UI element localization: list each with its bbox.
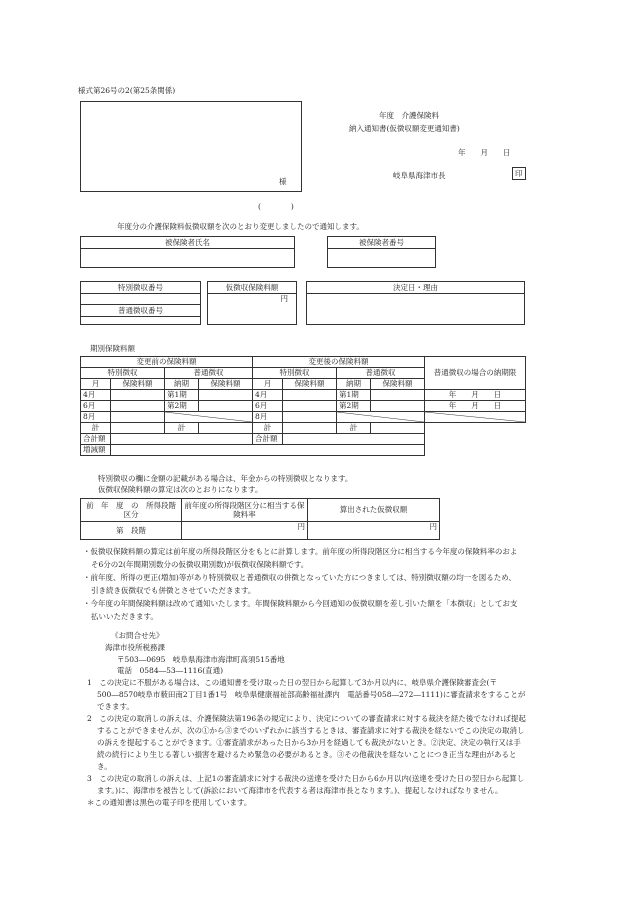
grand-total-label: 合計額: [253, 434, 283, 445]
after-normal: 普通徴収: [337, 368, 425, 379]
calc-yen: 円: [182, 522, 308, 540]
table-row: [81, 434, 526, 445]
grand-total-label: 合計額: [81, 434, 111, 445]
insured-name-label: 被保険者氏名: [81, 237, 294, 249]
address-paren: ( ): [258, 202, 294, 211]
col-premium: 保険料額: [111, 379, 165, 390]
decision-box: [306, 281, 525, 325]
after-header: 変更後の保険料額: [253, 357, 425, 368]
calc-stage: 第 段階: [81, 522, 182, 540]
normal-number-label: 普通徴収番号: [81, 305, 200, 317]
provisional-amount-label: 仮徴収保険料額: [208, 282, 296, 294]
contact-phone: 電話 0584―53―1116(直通): [117, 666, 224, 675]
address-box: [80, 101, 302, 192]
sama-label: 様: [279, 177, 287, 186]
insured-number-label: 被保険者番号: [328, 237, 435, 249]
issue-date: 年 月 日: [458, 148, 511, 157]
increase-label: 増減額: [81, 445, 111, 456]
list-item: ・仮徴収保険料額の算定は前年度の所得段階区分をもとに計算します。前年度の所得段階区分に相当する今年度の保険料率のおよそ6分の2(年間期別数分の仮徴収期別数)が仮徴収保険料額です。: [83, 547, 518, 569]
col-premium: 保険料額: [371, 379, 425, 390]
table-row: 4月 第1期 4月 第1期 年 月 日: [81, 390, 526, 401]
contact-address: 〒503―0695 岐阜県海津市海津町高須515番地: [117, 655, 285, 664]
after-special: 特別徴収: [253, 368, 337, 379]
period-table: [80, 356, 526, 456]
provisional-amount-unit: 円: [280, 294, 288, 303]
seal-icon: 印: [512, 167, 526, 180]
table-row: 6月 第2期 6月 第2期 年 月 日: [81, 401, 526, 412]
due-header: 普通徴収の場合の納期限: [425, 357, 526, 390]
calc-yen: 円: [308, 522, 440, 540]
list-item: 1 この決定に不服がある場合は、この通知書を受け取った日の翌日から起算して3か月以内に、岐阜県介護保険審査会(〒500―8570岐阜市薮田南2丁目1番1号 岐阜県健康福祉部高齢福祉課内 電話番号058―272―1111)に審査請求をすることができます。: [87, 678, 526, 711]
appeal-notes: [87, 677, 527, 809]
calc-h3: 算出された仮徴収額: [308, 499, 440, 522]
due-date: 年 月 日: [425, 390, 526, 401]
note-special: 特別徴収の欄に金額の記載がある場合は、年金からの特別徴収となります。: [98, 474, 353, 483]
provisional-amount-box: [207, 281, 297, 325]
insured-name-box: [80, 236, 295, 268]
contact-label: 《お問合せ先》: [111, 631, 164, 640]
issuer-name: 岐阜県海津市長: [393, 171, 446, 180]
insured-number-box: [327, 236, 436, 268]
col-month: 月: [81, 379, 111, 390]
before-header: 変更前の保険料額: [81, 357, 253, 368]
calc-h2: 前年度の所得段階区分に相当する保険料率: [182, 499, 308, 522]
list-item: ・前年度、所得の更正(増加)等があり特別徴収と普通徴収の併徴となっていた方につきましては、特別徴収額の均一を図るため、引き続き仮徴収でも併徴とさせていただきます。: [83, 573, 516, 595]
table-row: 計 計 計 計: [81, 423, 526, 434]
before-normal: 普通徴収: [165, 368, 253, 379]
due-date: 年 月 日: [425, 401, 526, 412]
calc-h1: 前 年 度 の 所得段階区分: [81, 499, 182, 522]
col-premium: 保険料額: [283, 379, 337, 390]
title-line2: 納入通知書(仮徴収額変更通知書): [349, 124, 460, 133]
title-line1: 年度 介護保険料: [379, 111, 439, 120]
intro-text: 年度分の介護保険料仮徴収額を次のとおり変更しましたので通知します。: [117, 222, 364, 231]
bullet-notes: [83, 545, 523, 623]
collection-number-box: [80, 281, 201, 325]
col-payment: 納期: [337, 379, 371, 390]
period-title: 期別保険料額: [90, 344, 135, 353]
note-calc: 仮徴収保険料額の算定は次のとおりになります。: [98, 485, 263, 494]
list-item: 2 この決定の取消しの訴えは、介護保険法第196条の規定により、決定についての審査請求に対する裁決を経た後でなければ提起することができませんが、次の①から③までのいずれかに該当するときは、審査請求に対する裁決を経ないでこの決定の取消しの訴えを提起することができます。①審査請求があった日から3か月を経過しても裁決がないとき。②決定、決定の執行又は手続の続行により生じる著しい損害を避けるため緊急の必要があるとき。③その他裁決を経ないことにつき正当な理由があるとき。: [87, 714, 526, 771]
list-item: ・今年度の年間保険料額は改めて通知いたします。年間保険料額から今回通知の仮徴収額を差し引いた額を「本徴収」としてお支払いいただきます。: [83, 599, 518, 621]
col-month: 月: [253, 379, 283, 390]
special-number-label: 特別徴収番号: [81, 282, 200, 294]
calc-table: [80, 498, 440, 540]
list-item: ＊この通知書は黒色の電子印を使用しています。: [87, 798, 252, 807]
table-row: 8月 8月: [81, 412, 526, 423]
form-id: 様式第26号の2(第25条関係): [78, 86, 176, 95]
decision-label: 決定日・理由: [307, 282, 524, 294]
col-premium: 保険料額: [199, 379, 253, 390]
list-item: 3 この決定の取消しの訴えは、上記1の審査請求に対する裁決の送達を受けた日から6か月以内(送達を受けた日の翌日から起算します。)に、海津市を被告として(訴訟において海津市を代表する者は海津市長となります。)、提起しなければなりません。: [87, 774, 525, 795]
contact-office: 海津市役所税務課: [105, 643, 165, 652]
table-row: [81, 445, 526, 456]
before-special: 特別徴収: [81, 368, 165, 379]
col-payment: 納期: [165, 379, 199, 390]
